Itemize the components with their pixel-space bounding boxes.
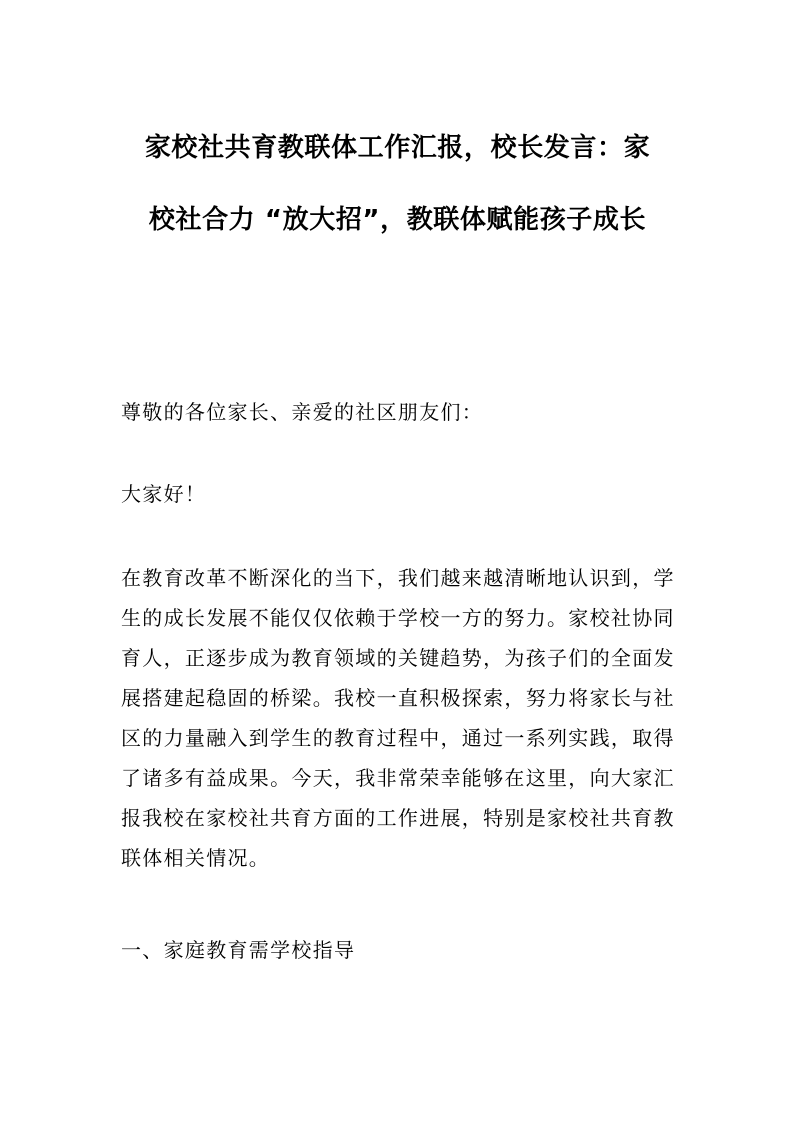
document-title-line-1: 家校社共育教联体工作汇报，校长发言：家 — [144, 133, 651, 163]
paragraph-line: 区的力量融入到学生的教育过程中，通过一系列实践，取得 — [121, 726, 675, 750]
greeting-text: 尊敬的各位家长、亲爱的社区朋友们： — [121, 400, 484, 424]
paragraph-line: 展搭建起稳固的桥梁。我校一直积极探索，努力将家长与社 — [121, 686, 675, 710]
paragraph-line: 了诸多有益成果。今天，我非常荣幸能够在这里，向大家汇 — [121, 766, 675, 790]
salutation-text: 大家好！ — [121, 482, 207, 506]
section-heading: 一、家庭教育需学校指导 — [121, 938, 356, 962]
paragraph-line: 报我校在家校社共育方面的工作进展，特别是家校社共育教 — [121, 806, 675, 830]
paragraph-line: 联体相关情况。 — [121, 846, 271, 870]
paragraph-line: 生的成长发展不能仅仅依赖于学校一方的努力。家校社协同 — [121, 606, 675, 630]
paragraph-line: 育人，正逐步成为教育领域的关键趋势，为孩子们的全面发 — [121, 646, 675, 670]
paragraph-line: 在教育改革不断深化的当下，我们越来越清晰地认识到，学 — [121, 566, 675, 590]
document-title-line-2: 校社合力 “放大招”，教联体赋能孩子成长 — [148, 205, 647, 235]
